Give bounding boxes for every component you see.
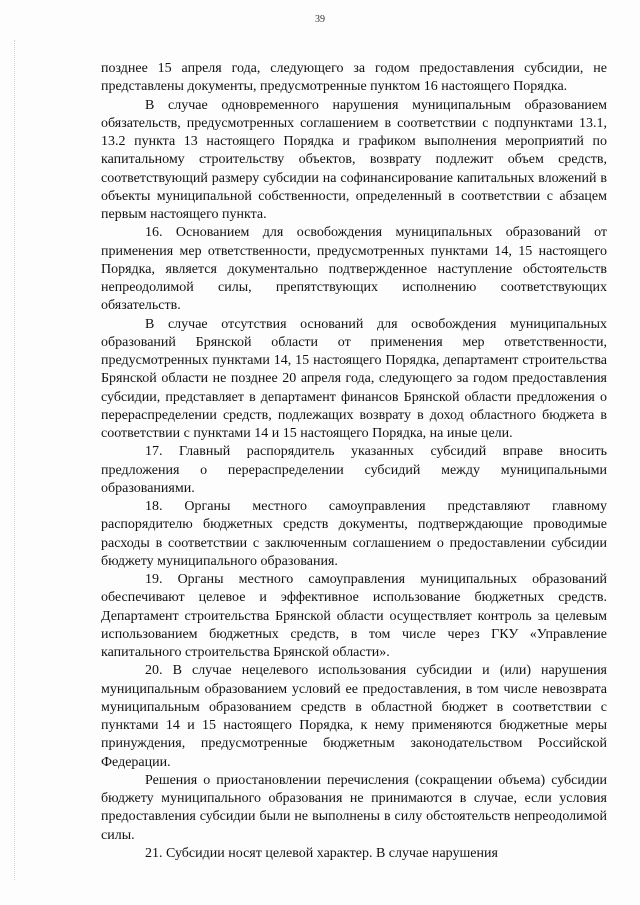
paragraph-16-grounds-for-exemption: 16. Основанием для освобождения муниципальных образований от применения мер ответственности, предусмотренных пунктами 14, 15 настоящего Порядка, является документально подтвержденное наступление обстоятельств непреодолимой силы, препятствующих исполнению соответствующих обязательств.	[101, 225, 607, 314]
paragraph-continuation: позднее 15 апреля года, следующего за годом предоставления субсидии, не представлены документы, предусмотренные пунктом 16 настоящего Порядка.	[101, 61, 607, 95]
page-number: 39	[315, 14, 325, 25]
paragraph-18-documents: 18. Органы местного самоуправления представляют главному распорядителю бюджетных средств документы, подтверждающие проводимые расходы в соответствии с заключенным соглашением о предоставлении субсидии бюджету муниципального образования.	[101, 499, 607, 569]
paragraph-17-redistribution: 17. Главный распорядитель указанных субсидий вправе вносить предложения о перераспределении субсидий между муниципальными образованиями.	[101, 444, 607, 496]
paragraph-19-control: 19. Органы местного самоуправления муниципальных образований обеспечивают целевое и эффективное использование бюджетных средств. Департамент строительства Брянской области осуществляет контроль за целевым использованием бюджетных средств, в том числе через ГКУ «Управление капитального строительства Брянской области».	[101, 572, 607, 660]
paragraph-absence-of-grounds: В случае отсутствия оснований для освобождения муниципальных образований Брянской области от применения мер ответственности, предусмотренных пунктами 14, 15 настоящего Порядка, департамент строительства Брянской области не позднее 20 апреля года, следующего за годом предоставления субсидии, представляет в департамент финансов Брянской области предложения о перераспределении средств, подлежащих возврату в доход областного бюджета в соответствии с пунктами 14 и 15 настоящего Порядка, на иные цели.	[101, 316, 607, 441]
paragraph-suspension-decisions: Решения о приостановлении перечисления (сокращении объема) субсидии бюджету муниципального образования не принимаются в случае, если условия предоставления субсидии были не выполнены в силу обстоятельств непреодолимой силы.	[101, 772, 607, 843]
paragraph-simultaneous-violation: В случае одновременного нарушения муниципальным образованием обязательств, предусмотренных соглашением в соответствии с подпунктами 13.1, 13.2 пункта 13 настоящего Порядка и графиком выполнения мероприятий по капитальному строительству объектов, возврату подлежит объем средств, соответствующий размеру субсидии на софинансирование капитальных вложений в объекты муниципальной собственности, определенный в соответствии с абзацем первым настоящего пункта.	[101, 97, 607, 222]
document-body	[101, 60, 607, 863]
scan-margin-artifact	[14, 40, 16, 880]
paragraph-20-misuse: 20. В случае нецелевого использования субсидии и (или) нарушения муниципальным образованием условий ее предоставления, в том числе невозврата муниципальным образованием средств в областной бюджет в соответствии с пунктами 14 и 15 настоящего Порядка, к нему применяются бюджетные меры принуждения, предусмотренные бюджетным законодательством Российской Федерации.	[101, 663, 607, 770]
paragraph-21-targeted: 21. Субсидии носят целевой характер. В случае нарушения	[145, 845, 498, 861]
